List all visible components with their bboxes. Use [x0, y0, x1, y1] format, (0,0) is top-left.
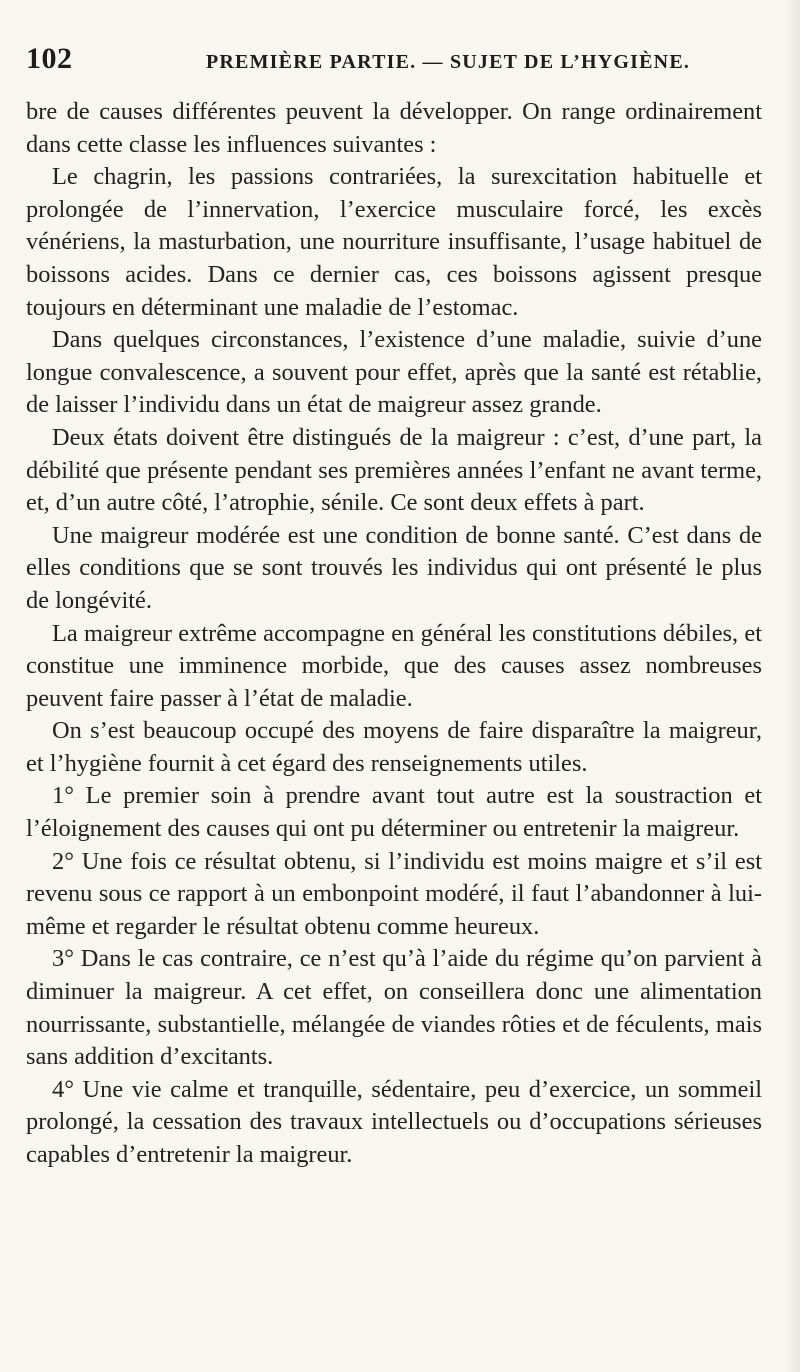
page-number: 102 — [26, 42, 73, 75]
paragraph: La maigreur extrême accompagne en général les constitutions débiles, et constitue une imminence morbide, que des causes assez nombreuses peuvent faire passer à l’état de maladie. — [26, 619, 762, 712]
numbered-paragraph: 2° Une fois ce résultat obtenu, si l’individu est moins maigre et s’il est revenu sous ce rapport à un embonpoint modéré, il faut l’abandonner à lui-même et regarder le résultat obtenu comme heureux. — [26, 847, 762, 940]
numbered-paragraph: 1° Le premier soin à prendre avant tout autre est la soustraction et l’éloignement des causes qui ont pu déterminer ou entretenir la maigreur. — [26, 782, 762, 843]
numbered-paragraph: 3° Dans le cas contraire, ce n’est qu’à l’aide du régime qu’on parvient à diminuer la maigreur. A cet effet, on conseillera donc une alimentation nourrissante, substantielle, mélangée de viandes rôties et de féculents, mais sans addition d’excitants. — [26, 945, 762, 1071]
page-edge-shadow — [786, 0, 800, 1372]
numbered-paragraph: 4° Une vie calme et tranquille, sédentaire, peu d’exercice, un sommeil prolongé, la cessation des travaux intellectuels ou d’occupations sérieuses capables d’entretenir la maigreur. — [26, 1075, 762, 1168]
paragraph: Deux états doivent être distingués de la maigreur : c’est, d’une part, la débilité que présente pendant ses premières années l’enfant ne avant terme, et, d’un autre côté, l’atrophie, sénile. Ce sont deux effets à part. — [26, 423, 762, 517]
running-header — [26, 42, 766, 86]
paragraph: Dans quelques circonstances, l’existence d’une maladie, suivie d’une longue convalescence, a souvent pour effet, après que la santé est rétablie, de laisser l’individu dans un état de maigreur assez grande. — [26, 326, 762, 419]
header-title: PREMIÈRE PARTIE. — SUJET DE L’HYGIÈNE. — [206, 51, 691, 73]
paragraph: bre de causes différentes peuvent la développer. On range ordinairement dans cette classe les influences suivantes : — [26, 98, 762, 158]
body-text — [26, 96, 762, 1172]
paragraph: Une maigreur modérée est une condition de bonne santé. C’est dans de elles conditions que se sont trouvés les individus qui ont présenté le plus de longévité. — [26, 521, 762, 614]
paragraph: Le chagrin, les passions contrariées, la surexcitation habituelle et prolongée de l’innervation, l’exercice musculaire forcé, les excès vénériens, la masturbation, une nourriture insuffisante, l’usage habituel de boissons acides. Dans ce dernier cas, ces boissons agissent presque toujours en déterminant une maladie de l’estomac. — [26, 163, 762, 321]
paragraph: On s’est beaucoup occupé des moyens de faire disparaître la maigreur, et l’hygiène fournit à cet égard des renseignements utiles. — [26, 717, 762, 777]
